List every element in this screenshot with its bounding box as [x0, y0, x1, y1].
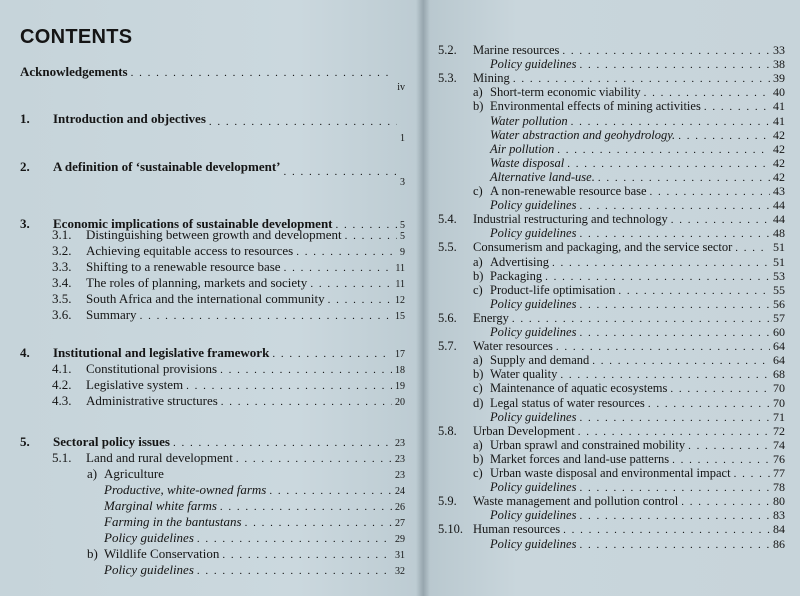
dot-leader — [221, 395, 392, 409]
dot-leader — [269, 484, 392, 498]
toc-title: Distinguishing between growth and development — [86, 227, 342, 242]
toc-page: 70 — [773, 381, 785, 396]
toc-title: Packaging — [490, 268, 543, 283]
toc-page: 3 — [400, 177, 405, 188]
toc-page: 84 — [773, 522, 785, 537]
toc-number: 5.2. — [438, 43, 457, 57]
book-gutter — [416, 0, 430, 596]
toc-number: 5.1. — [52, 450, 72, 465]
toc-page: 64 — [773, 339, 785, 354]
toc-title: Achieving equitable access to resources — [86, 243, 294, 258]
toc-title: Urban waste disposal and environmental impact — [490, 466, 731, 480]
right-page — [423, 0, 800, 596]
toc-page: 23 — [395, 438, 405, 449]
toc-page: 39 — [773, 71, 785, 86]
toc-number: a) — [473, 254, 483, 269]
toc-page: 42 — [773, 141, 785, 156]
toc-title: Industrial restructuring and technology — [473, 212, 668, 227]
toc-entry-productive-farms[interactable] — [104, 482, 405, 498]
toc-page: 86 — [773, 536, 785, 551]
dot-leader — [220, 363, 392, 377]
toc-number: b) — [473, 268, 484, 283]
toc-page: 11 — [395, 263, 405, 274]
toc-title: Farming in the bantustans — [104, 514, 242, 529]
toc-entry-2[interactable] — [20, 159, 405, 189]
toc-title: Air pollution — [490, 141, 555, 156]
toc-page: 29 — [395, 534, 405, 545]
toc-title: Maintenance of aquatic ecosystems — [490, 381, 668, 396]
toc-title: Water pollution — [490, 113, 568, 128]
toc-entry-bantustan-farming[interactable] — [104, 514, 405, 530]
toc-title: Acknowledgements — [20, 64, 128, 79]
toc-number: d) — [473, 395, 484, 410]
toc-page: 27 — [395, 518, 405, 529]
toc-title: Alternative land-use. — [490, 169, 595, 184]
toc-page: 19 — [395, 381, 405, 392]
toc-entry-4-2[interactable] — [52, 377, 405, 393]
toc-title: Introduction and objectives — [53, 111, 206, 126]
toc-number: 3. — [20, 216, 30, 231]
toc-title: Waste management and pollution control — [473, 494, 679, 509]
toc-title: The roles of planning, markets and society — [86, 275, 308, 290]
toc-page: 56 — [773, 296, 785, 311]
toc-title: Supply and demand — [490, 353, 590, 368]
toc-entry-3-4[interactable] — [52, 275, 405, 291]
toc-title: Policy guidelines — [490, 480, 577, 495]
toc-entry-3-3[interactable] — [52, 259, 405, 275]
dot-leader — [296, 245, 397, 259]
toc-page: 71 — [773, 409, 785, 424]
toc-number: 5.7. — [438, 339, 457, 354]
dot-leader — [284, 165, 397, 179]
toc-number: 2. — [20, 159, 30, 174]
toc-title: Institutional and legislative framework — [53, 345, 270, 360]
toc-page: 55 — [773, 282, 785, 297]
toc-page: 44 — [773, 212, 785, 227]
toc-number: 1. — [20, 111, 30, 126]
toc-number: a) — [473, 85, 483, 100]
dot-leader — [245, 516, 392, 530]
toc-page: 20 — [395, 397, 405, 408]
toc-number: 5.9. — [438, 494, 457, 509]
toc-title: Energy — [473, 310, 509, 325]
toc-page: 12 — [395, 295, 405, 306]
dot-leader — [284, 261, 393, 275]
toc-page: 41 — [773, 99, 785, 114]
toc-entry-5-1-a[interactable] — [87, 466, 405, 482]
toc-number: 3.4. — [52, 275, 72, 290]
toc-page: 18 — [395, 365, 405, 376]
toc-title: South Africa and the international community — [86, 291, 325, 306]
toc-title: Environmental effects of mining activities — [490, 99, 701, 114]
toc-entry-marginal-farms[interactable] — [104, 498, 405, 514]
toc-title: Policy guidelines — [490, 57, 577, 72]
toc-entry-4-3[interactable] — [52, 393, 405, 409]
toc-page: 51 — [773, 254, 785, 269]
toc-title: Shifting to a renewable resource base — [86, 259, 281, 274]
toc-entry-italic[interactable] — [490, 536, 785, 552]
toc-page: 32 — [395, 566, 405, 577]
toc-number: 4. — [20, 345, 30, 360]
toc-title: Product-life optimisation — [490, 282, 616, 297]
toc-entry-policy-guidelines[interactable] — [104, 530, 405, 546]
toc-title: Legal status of water resources — [490, 395, 645, 410]
toc-page: 64 — [773, 353, 785, 368]
toc-number: 4.1. — [52, 361, 72, 376]
toc-page: 23 — [395, 454, 405, 465]
toc-title: Policy guidelines — [490, 508, 577, 523]
toc-page: 5 — [400, 220, 405, 231]
toc-page: 72 — [773, 423, 785, 438]
toc-entry-5-1-b[interactable] — [87, 546, 405, 562]
toc-title: Waste disposal — [490, 155, 565, 170]
contents-heading: CONTENTS — [20, 26, 133, 48]
toc-number: 4.2. — [52, 377, 72, 392]
toc-page: 74 — [773, 437, 785, 452]
dot-leader — [197, 564, 392, 578]
toc-page: 38 — [773, 57, 785, 72]
toc-number: b) — [473, 367, 484, 382]
toc-page: 40 — [773, 85, 785, 100]
toc-title: Constitutional provisions — [86, 361, 218, 376]
toc-number: a) — [473, 437, 483, 452]
toc-number: 4.3. — [52, 393, 72, 408]
toc-number: 3.3. — [52, 259, 72, 274]
dot-leader — [131, 66, 395, 80]
toc-page: 51 — [773, 240, 785, 255]
toc-title: Policy guidelines — [490, 409, 577, 424]
toc-page: 11 — [395, 279, 405, 290]
toc-entry-4-1[interactable] — [52, 361, 405, 377]
toc-page: 43 — [773, 184, 785, 198]
dot-leader — [222, 548, 392, 562]
toc-title: Land and rural development — [86, 450, 233, 465]
toc-page: 17 — [395, 349, 405, 360]
dot-leader — [236, 452, 392, 466]
toc-title: Policy guidelines — [490, 325, 577, 339]
toc-title: Human resources — [473, 522, 561, 537]
toc-number: c) — [473, 184, 483, 198]
toc-title: A definition of ‘sustainable development’ — [53, 159, 281, 174]
toc-title: Urban sprawl and constrained mobility — [490, 437, 686, 452]
toc-number: 5.4. — [438, 212, 457, 227]
toc-page: 41 — [773, 113, 785, 128]
toc-entry-5-1[interactable] — [52, 450, 405, 466]
toc-entry-acknowledgements[interactable] — [20, 64, 405, 94]
toc-page: 9 — [400, 247, 405, 258]
toc-page: 76 — [773, 451, 785, 466]
toc-number: b) — [473, 99, 484, 114]
dot-leader — [579, 538, 770, 552]
toc-title: Administrative structures — [86, 393, 218, 408]
toc-title: Summary — [86, 307, 137, 322]
toc-page: 15 — [395, 311, 405, 322]
toc-number: c) — [473, 381, 483, 396]
toc-page: 68 — [773, 367, 785, 382]
toc-page: 1 — [400, 133, 405, 144]
toc-entry-3-2[interactable] — [52, 243, 405, 259]
dot-leader — [345, 229, 397, 243]
toc-title: Advertising — [490, 254, 550, 269]
toc-page: 70 — [773, 395, 785, 410]
toc-title: Water resources — [473, 339, 553, 354]
toc-page: 48 — [773, 226, 785, 241]
toc-number: 3.5. — [52, 291, 72, 306]
toc-title: Consumerism and packaging, and the service sector — [473, 240, 733, 255]
toc-entry-3-6[interactable] — [52, 307, 405, 323]
toc-number: a) — [87, 466, 98, 481]
toc-title: Productive, white-owned farms — [104, 482, 267, 497]
toc-page: 42 — [773, 155, 785, 170]
toc-title: Urban Development — [473, 423, 575, 438]
toc-number: 5.8. — [438, 423, 457, 438]
dot-leader — [328, 293, 392, 307]
toc-page: 42 — [773, 127, 785, 142]
toc-page: 83 — [773, 508, 785, 523]
toc-title: Agriculture — [104, 466, 164, 481]
dot-leader — [197, 532, 392, 546]
toc-page: 44 — [773, 198, 785, 213]
toc-number: 3.2. — [52, 243, 72, 258]
toc-entry-3-1[interactable] — [52, 227, 405, 243]
toc-title: Legislative system — [86, 377, 184, 392]
dot-leader — [173, 436, 392, 450]
toc-number: b) — [87, 546, 98, 561]
toc-title: Water abstraction and geohydrology. — [490, 127, 676, 142]
toc-page: 23 — [395, 470, 405, 481]
toc-title: Sectoral policy issues — [53, 434, 170, 449]
dot-leader — [209, 115, 397, 129]
toc-title: Short-term economic viability — [490, 85, 641, 100]
toc-page: 53 — [773, 268, 785, 283]
dot-leader — [310, 277, 392, 291]
toc-title: Economic implications of sustainable development — [53, 216, 333, 231]
toc-number: 3.6. — [52, 307, 72, 322]
toc-entry-4[interactable] — [20, 345, 405, 361]
toc-entry-1[interactable] — [20, 111, 405, 145]
toc-number: c) — [473, 282, 483, 297]
dot-leader — [272, 347, 392, 361]
toc-number: 5.6. — [438, 310, 457, 325]
toc-number: 3.1. — [52, 227, 72, 242]
toc-title: Policy guidelines — [490, 536, 577, 551]
toc-page: 80 — [773, 494, 785, 509]
toc-page: iv — [397, 82, 405, 93]
toc-page: 24 — [395, 486, 405, 497]
toc-page: 60 — [773, 325, 785, 339]
toc-entry-policy-guidelines[interactable] — [104, 562, 405, 578]
toc-title: Wildlife Conservation — [104, 546, 220, 561]
toc-title: Policy guidelines — [490, 198, 577, 213]
toc-number: b) — [473, 451, 484, 466]
toc-title: Marine resources — [473, 43, 560, 57]
toc-page: 5 — [400, 231, 405, 242]
toc-number: c) — [473, 466, 483, 480]
toc-title: Market forces and land-use patterns — [490, 451, 670, 466]
toc-entry-5[interactable] — [20, 434, 405, 450]
toc-number: 5.3. — [438, 71, 457, 86]
toc-page: 57 — [773, 310, 785, 325]
toc-page: 78 — [773, 480, 785, 495]
toc-number: 5.10. — [438, 522, 463, 537]
toc-number: 5. — [20, 434, 30, 449]
toc-title: Mining — [473, 71, 510, 86]
toc-page: 31 — [395, 550, 405, 561]
toc-page: 42 — [773, 169, 785, 184]
toc-title: Marginal white farms — [104, 498, 217, 513]
dot-leader — [220, 500, 392, 514]
toc-number: a) — [473, 353, 483, 368]
toc-title: Water quality — [490, 367, 558, 382]
toc-title: Policy guidelines — [490, 226, 577, 241]
toc-page: 77 — [773, 466, 785, 480]
toc-title: A non-renewable resource base — [490, 184, 647, 198]
toc-title: Policy guidelines — [104, 530, 194, 545]
toc-number: 5.5. — [438, 240, 457, 255]
toc-entry-3-5[interactable] — [52, 291, 405, 307]
dot-leader — [186, 379, 392, 393]
toc-page: 33 — [773, 43, 785, 57]
dot-leader — [140, 309, 392, 323]
toc-title: Policy guidelines — [490, 296, 577, 311]
toc-page: 26 — [395, 502, 405, 513]
toc-title: Policy guidelines — [104, 562, 194, 577]
